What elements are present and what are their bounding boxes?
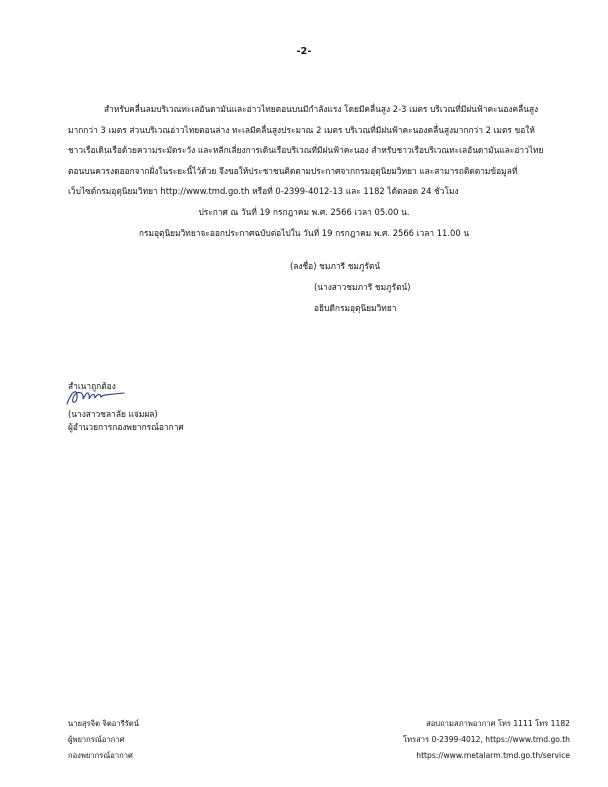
contact-fax-web: โทรสาร 0-2399-4012, https://www.tmd.go.th (402, 735, 570, 744)
contact-service-url: https://www.metalarm.tmd.go.th/service (416, 751, 570, 760)
forecaster-division: กองพยากรณ์อากาศ (68, 751, 133, 760)
signatory-title: อธิบดีกรมอุตุนิยมวิทยา (314, 303, 397, 313)
certified-heading: สำเนาถูกต้อง (68, 381, 116, 391)
footer-forecaster (68, 716, 139, 764)
paragraph-line: สำหรับคลื่นลมบริเวณทะเลอันดามันและอ่าวไทยตอนบนมีกำลังแรง โดยมีคลื่นสูง 2-3 เมตร บริเวณที่มีฝนฟ้าคะนองคลื่นสูง (104, 104, 539, 114)
paragraph-line: ชาวเรือเดินเรือด้วยความระมัดระวัง และหลีกเลี่ยงการเดินเรือบริเวณที่มีฝนฟ้าคะนอง สำหรับชาวเรือบริเวณทะเลอันดามันและอ่าวไทย (68, 145, 544, 156)
forecaster-name: นายสุรจิต จิตอารีรัตน์ (68, 719, 139, 728)
paragraph-line: ตอนบนควรงดออกจากฝั่งในระยะนี้ไว้ด้วย จึงขอให้ประชาชนติดตามประกาศจากกรมอุตุนิยมวิทยา และสามารถติดตามข้อมูลที่ (68, 165, 518, 176)
paragraph-line: มากกว่า 3 เมตร ส่วนบริเวณอ่าวไทยตอนล่าง ทะเลมีคลื่นสูงประมาณ 2 เมตร บริเวณที่มีฝนฟ้าคะนองคลื่นสูงมากกว่า 2 เมตร ขอให้ (68, 124, 535, 135)
certified-title: ผู้อำนวยการกองพยากรณ์อากาศ (68, 422, 184, 432)
certified-copy-block (68, 380, 268, 434)
certified-name: (นางสาวชลาลัย แจ่มผล) (68, 409, 158, 419)
paragraph-line: เว็บไซต์กรมอุตุนิยมวิทยา http://www.tmd.go.th หรือที่ 0-2399-4012-13 และ 1182 ได้ตลอด 24 ชั่วโมง (68, 186, 459, 197)
contact-phone: สอบถามสภาพอากาศ โทร 1111 โทร 1182 (426, 719, 570, 728)
forecaster-role: ผู้พยากรณ์อากาศ (68, 735, 125, 744)
announcement-next: กรมอุตุนิยมวิทยาจะออกประกาศฉบับต่อไปใน วันที่ 19 กรกฎาคม พ.ศ. 2566 เวลา 11.00 น (138, 228, 470, 238)
announcement-issued: ประกาศ ณ วันที่ 19 กรกฎาคม พ.ศ. 2566 เวลา 05.00 น. (198, 207, 410, 217)
signed-line: (ลงชื่อ) ชมภารี ชมภูรัตน์ (290, 261, 381, 271)
signatory-name: (นางสาวชมภารี ชมภูรัตน์) (314, 282, 411, 292)
page-number: -2- (296, 46, 312, 57)
body-paragraph (68, 99, 560, 202)
signatory-block (290, 256, 570, 319)
footer-contact (403, 716, 570, 764)
